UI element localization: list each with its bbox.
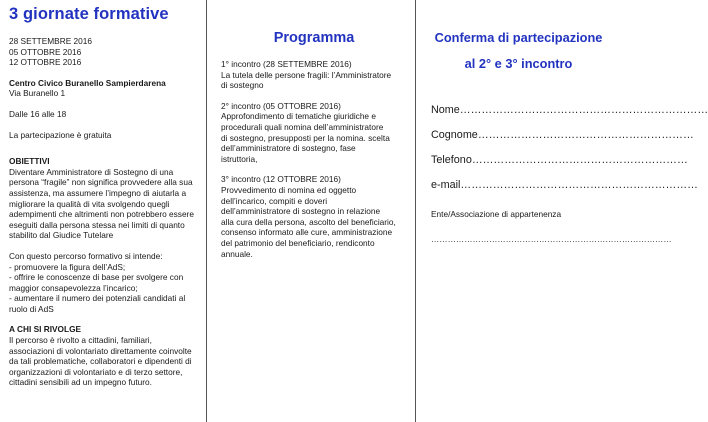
target-heading: A CHI SI RIVOLGE bbox=[9, 324, 82, 335]
registration-title-line: Conferma di partecipazione bbox=[434, 30, 603, 45]
path-item: - promuovere la figura dell’AdS; bbox=[9, 261, 126, 272]
dates-block bbox=[9, 36, 198, 68]
objectives-text bbox=[9, 167, 198, 241]
email-field[interactable]: e-mail………………………………………………………… bbox=[431, 179, 698, 191]
objectives-line: migliorare la qualità di vita svolgendo quegli bbox=[9, 198, 170, 209]
meeting-heading: 2° incontro (05 OTTOBRE 2016) bbox=[221, 100, 341, 111]
left-panel bbox=[0, 0, 206, 422]
phone-field[interactable]: Telefono…………………………………………………… bbox=[431, 154, 688, 166]
meeting-line: alla cura della persona, ascolto del beneficiario, bbox=[221, 216, 396, 227]
path-item: maggior consapevolezza l’incarico; bbox=[9, 282, 138, 293]
target-line: da tali problematiche, collaboratori e dipendenti di bbox=[9, 356, 192, 367]
association-field[interactable]: …………………………………………………………………………… bbox=[431, 234, 672, 244]
program-panel bbox=[209, 0, 415, 422]
target-line: associazioni di volontariato direttamente coinvolte bbox=[9, 345, 192, 356]
meeting-line: Approfondimento di tematiche giuridiche e bbox=[221, 111, 376, 122]
path-list bbox=[9, 262, 198, 315]
program-title: Programma bbox=[273, 30, 355, 46]
venue-block bbox=[9, 78, 198, 99]
meeting-line: procedurali quali nomina dell’amministratore bbox=[221, 121, 384, 132]
meeting-line: di sostegno, presupposti per la nomina. scelta bbox=[221, 132, 390, 143]
meeting-line: istruttoria, bbox=[221, 153, 258, 164]
path-item: - aumentare il numero dei potenziali candidati al bbox=[9, 293, 186, 304]
target-line: organizzazioni di volontariato e di terzo settore, bbox=[9, 366, 183, 377]
surname-field[interactable]: Cognome…………………………………………………… bbox=[431, 129, 694, 141]
objectives-line: persona “fragile” non significa provvedere alla sua bbox=[9, 177, 193, 188]
meeting-description bbox=[221, 111, 407, 164]
objectives-line: assistenza, ma assumere l’impegno di aiutarla a bbox=[9, 187, 187, 198]
target-line: Il percorso è rivolto a cittadini, familiari, bbox=[9, 335, 152, 346]
meeting-3 bbox=[221, 174, 407, 259]
path-item: - offrire le conoscenze di base per svolgere con bbox=[9, 272, 184, 283]
registration-title-line: al 2° e 3° incontro bbox=[464, 56, 573, 71]
date-line: 28 SETTEMBRE 2016 bbox=[9, 36, 93, 46]
registration-title bbox=[431, 25, 606, 77]
page-title: 3 giornate formative bbox=[9, 5, 169, 23]
date-line: 05 OTTOBRE 2016 bbox=[9, 46, 82, 57]
meeting-1 bbox=[221, 59, 407, 91]
objectives-heading: OBIETTIVI bbox=[9, 156, 50, 167]
target-line: cittadini sensibili ad un impegno futuro. bbox=[9, 377, 152, 388]
path-item: ruolo di AdS bbox=[9, 303, 54, 314]
objectives-line: Diventare Amministratore di Sostegno di una bbox=[9, 166, 174, 177]
registration-form bbox=[431, 103, 708, 245]
meeting-line: dell’incarico, compiti e doveri bbox=[221, 195, 328, 206]
objectives-line: adempimenti che altrimenti non potrebbero essere bbox=[9, 209, 194, 220]
meeting-heading: 3° incontro (12 OTTOBRE 2016) bbox=[221, 174, 341, 185]
column-divider bbox=[415, 0, 416, 422]
meeting-line: del patrimonio del beneficiario, rendiconto bbox=[221, 237, 375, 248]
free-note: La partecipazione è gratuita bbox=[9, 129, 112, 140]
venue-name: Centro Civico Buranello Sampierdarena bbox=[9, 77, 166, 88]
meeting-line: annuale. bbox=[221, 248, 253, 259]
objectives-line: stabilito dal Giudice Tutelare bbox=[9, 230, 114, 241]
meeting-line: consenso informato alle cure, amministrazione bbox=[221, 227, 393, 238]
meeting-heading: 1° incontro (28 SETTEMBRE 2016) bbox=[221, 59, 352, 69]
meeting-description bbox=[221, 185, 407, 259]
name-field[interactable]: Nome…………………………………………………………… bbox=[431, 104, 708, 116]
target-text bbox=[9, 335, 198, 388]
path-intro: Con questo percorso formativo si intende: bbox=[9, 250, 163, 261]
meeting-2 bbox=[221, 101, 407, 165]
hours-text: Dalle 16 alle 18 bbox=[9, 108, 67, 119]
meeting-description bbox=[221, 70, 407, 91]
meeting-line: di sostegno bbox=[221, 80, 264, 91]
meeting-line: La tutela delle persone fragili: l’Amministratore bbox=[221, 69, 392, 80]
objectives-line: eseguiti dalla persona stessa nei limiti di quanto bbox=[9, 219, 185, 230]
venue-street: Via Buranello 1 bbox=[9, 88, 66, 99]
date-line: 12 OTTOBRE 2016 bbox=[9, 57, 82, 68]
meeting-line: dell’amministratore di sostegno, fase bbox=[221, 143, 356, 154]
column-divider bbox=[206, 0, 207, 422]
association-label: Ente/Associazione di appartenenza bbox=[431, 209, 562, 219]
registration-panel bbox=[418, 0, 708, 422]
meeting-line: dell’amministratore di sostegno in relazione bbox=[221, 206, 381, 217]
meeting-line: Provvedimento di nomina ed oggetto bbox=[221, 184, 357, 195]
